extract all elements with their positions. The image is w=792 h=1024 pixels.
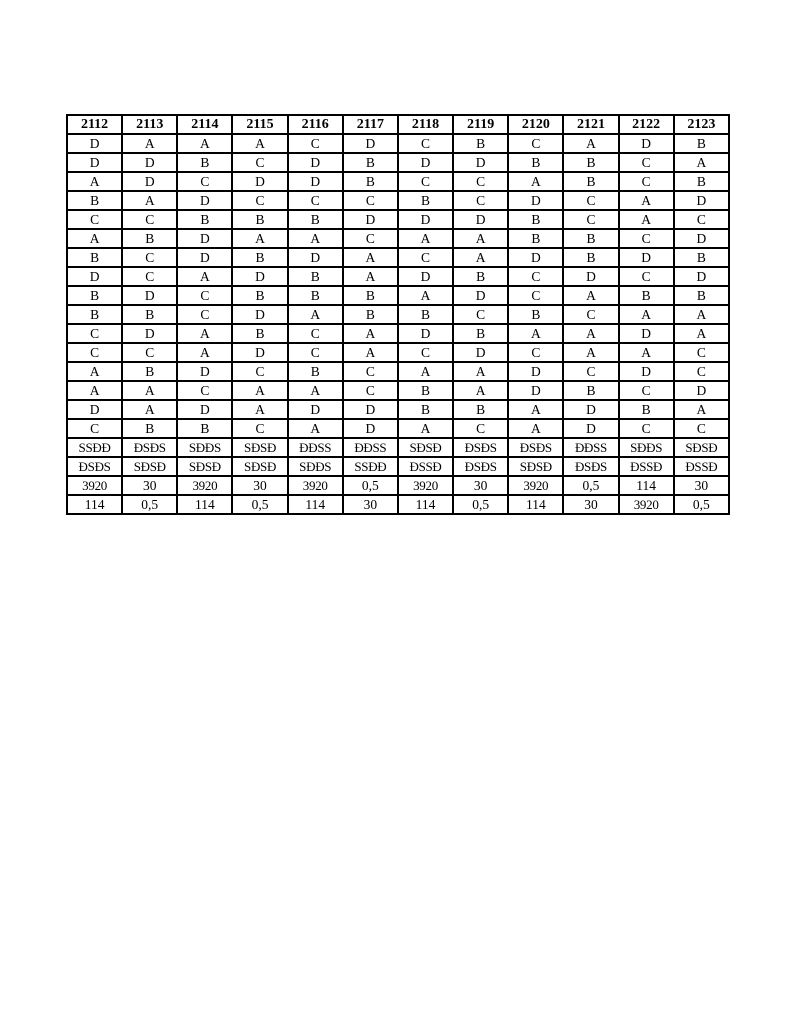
answer-cell: SSĐĐ (343, 457, 398, 476)
answer-cell: C (508, 286, 563, 305)
answer-cell: A (67, 229, 122, 248)
answer-cell: D (343, 419, 398, 438)
answer-cell: B (343, 153, 398, 172)
table-row (67, 324, 729, 343)
answer-cell: SĐĐS (288, 457, 343, 476)
answer-cell: D (343, 210, 398, 229)
answer-cell: C (232, 362, 287, 381)
answer-cell: B (563, 172, 618, 191)
header-cell: 2116 (288, 115, 343, 134)
answer-cell: D (232, 267, 287, 286)
answer-cell: 3920 (177, 476, 232, 495)
answer-cell: A (288, 419, 343, 438)
answer-cell: B (619, 286, 674, 305)
answer-cell: C (508, 343, 563, 362)
answer-cell: 0,5 (343, 476, 398, 495)
table-row (67, 134, 729, 153)
answer-cell: ĐSĐS (563, 457, 618, 476)
answer-cell: B (398, 191, 453, 210)
answer-cell: A (508, 400, 563, 419)
answer-cell: ĐĐSS (288, 438, 343, 457)
answer-cell: D (288, 400, 343, 419)
header-cell: 2114 (177, 115, 232, 134)
answer-cell: B (453, 267, 508, 286)
answer-cell: D (122, 286, 177, 305)
answer-cell: D (398, 210, 453, 229)
header-cell: 2122 (619, 115, 674, 134)
table-row (67, 438, 729, 457)
answer-cell: D (122, 172, 177, 191)
answer-cell: A (453, 362, 508, 381)
header-cell: 2112 (67, 115, 122, 134)
answer-cell: D (674, 381, 729, 400)
answer-cell: A (508, 172, 563, 191)
answer-cell: C (177, 381, 232, 400)
answer-cell: A (177, 134, 232, 153)
answer-cell: D (508, 362, 563, 381)
answer-cell: C (343, 229, 398, 248)
answer-cell: C (288, 134, 343, 153)
answer-cell: 0,5 (232, 495, 287, 514)
answer-cell: C (674, 419, 729, 438)
answer-cell: C (453, 305, 508, 324)
answer-cell: D (563, 400, 618, 419)
answer-cell: A (343, 267, 398, 286)
answer-cell: C (288, 191, 343, 210)
header-cell: 2119 (453, 115, 508, 134)
answer-cell: SĐSĐ (177, 457, 232, 476)
table-row (67, 419, 729, 438)
table-row (67, 400, 729, 419)
answer-cell: B (288, 286, 343, 305)
answer-cell: A (619, 210, 674, 229)
table-row (67, 267, 729, 286)
answer-cell: 114 (288, 495, 343, 514)
answer-cell: B (177, 419, 232, 438)
answer-cell: A (398, 419, 453, 438)
answer-cell: 114 (177, 495, 232, 514)
answer-cell: A (398, 286, 453, 305)
table-body (67, 134, 729, 514)
answer-cell: SĐSĐ (232, 457, 287, 476)
answer-cell: B (122, 229, 177, 248)
answer-cell: A (563, 286, 618, 305)
answer-cell: D (177, 362, 232, 381)
answer-cell: C (453, 172, 508, 191)
answer-cell: B (563, 229, 618, 248)
answer-cell: A (398, 229, 453, 248)
answer-cell: B (122, 362, 177, 381)
answer-cell: B (177, 153, 232, 172)
answer-cell: B (343, 172, 398, 191)
answer-cell: B (508, 229, 563, 248)
answer-cell: ĐSSĐ (398, 457, 453, 476)
answer-cell: D (398, 153, 453, 172)
answer-cell: C (67, 210, 122, 229)
answer-cell: C (619, 419, 674, 438)
answer-cell: C (67, 324, 122, 343)
answer-cell: A (232, 229, 287, 248)
answer-cell: 30 (453, 476, 508, 495)
answer-cell: B (232, 210, 287, 229)
answer-cell: A (508, 324, 563, 343)
answer-cell: B (398, 305, 453, 324)
answer-cell: C (343, 381, 398, 400)
answer-cell: B (453, 134, 508, 153)
header-cell: 2118 (398, 115, 453, 134)
answer-cell: D (453, 343, 508, 362)
answer-cell: 30 (563, 495, 618, 514)
answer-cell: SĐSĐ (674, 438, 729, 457)
answer-cell: C (398, 248, 453, 267)
answer-cell: B (674, 248, 729, 267)
answer-cell: A (453, 229, 508, 248)
table-row (67, 457, 729, 476)
answer-cell: C (232, 153, 287, 172)
answer-cell: B (398, 400, 453, 419)
answer-cell: B (563, 153, 618, 172)
answer-cell: B (177, 210, 232, 229)
answer-cell: 114 (398, 495, 453, 514)
answer-cell: 3920 (398, 476, 453, 495)
answer-cell: B (122, 419, 177, 438)
answer-cell: A (674, 305, 729, 324)
answer-cell: C (563, 362, 618, 381)
answer-cell: B (232, 324, 287, 343)
header-cell: 2123 (674, 115, 729, 134)
answer-cell: C (398, 134, 453, 153)
answer-cell: SSĐĐ (67, 438, 122, 457)
header-cell: 2117 (343, 115, 398, 134)
answer-cell: A (177, 267, 232, 286)
answer-cell: D (508, 248, 563, 267)
answer-cell: A (563, 134, 618, 153)
answer-cell: A (288, 229, 343, 248)
answer-cell: 30 (122, 476, 177, 495)
answer-cell: D (619, 324, 674, 343)
answer-cell: ĐSĐS (453, 438, 508, 457)
answer-cell: C (343, 191, 398, 210)
answer-cell: A (232, 400, 287, 419)
answer-cell: A (122, 191, 177, 210)
answer-cell: A (343, 324, 398, 343)
answer-cell: A (619, 343, 674, 362)
answer-cell: A (343, 343, 398, 362)
answer-cell: C (232, 191, 287, 210)
answer-cell: SĐSĐ (122, 457, 177, 476)
answer-cell: C (619, 381, 674, 400)
answer-cell: B (288, 362, 343, 381)
answer-cell: C (619, 267, 674, 286)
answer-cell: C (508, 134, 563, 153)
answer-cell: C (398, 172, 453, 191)
answer-cell: C (232, 419, 287, 438)
answer-cell: B (343, 305, 398, 324)
table-header (67, 115, 729, 134)
answer-cell: ĐSĐS (508, 438, 563, 457)
answer-cell: 3920 (288, 476, 343, 495)
answer-cell: C (122, 248, 177, 267)
answer-key-table (66, 114, 730, 515)
answer-cell: D (619, 134, 674, 153)
answer-cell: 3920 (508, 476, 563, 495)
answer-cell: C (563, 191, 618, 210)
answer-cell: D (619, 362, 674, 381)
answer-cell: B (288, 210, 343, 229)
answer-cell: D (508, 191, 563, 210)
table-row (67, 343, 729, 362)
answer-cell: D (177, 229, 232, 248)
table-row (67, 191, 729, 210)
answer-cell: B (232, 248, 287, 267)
answer-cell: C (122, 210, 177, 229)
answer-cell: B (67, 191, 122, 210)
answer-cell: B (674, 172, 729, 191)
answer-cell: SĐĐS (619, 438, 674, 457)
answer-cell: ĐSĐS (122, 438, 177, 457)
answer-cell: B (288, 267, 343, 286)
answer-cell: A (67, 362, 122, 381)
answer-cell: B (508, 210, 563, 229)
answer-cell: C (563, 305, 618, 324)
answer-cell: SĐĐS (177, 438, 232, 457)
answer-cell: 114 (67, 495, 122, 514)
answer-cell: SĐSĐ (232, 438, 287, 457)
answer-cell: B (398, 381, 453, 400)
answer-cell: A (619, 305, 674, 324)
answer-cell: D (398, 267, 453, 286)
answer-cell: D (453, 210, 508, 229)
answer-key-table-container (66, 114, 730, 515)
answer-cell: B (453, 400, 508, 419)
answer-cell: B (674, 134, 729, 153)
answer-cell: ĐSSĐ (619, 457, 674, 476)
answer-cell: C (122, 267, 177, 286)
answer-cell: A (674, 324, 729, 343)
answer-cell: C (619, 153, 674, 172)
answer-cell: A (563, 343, 618, 362)
answer-cell: A (453, 381, 508, 400)
answer-cell: D (563, 419, 618, 438)
answer-cell: A (67, 172, 122, 191)
answer-cell: D (288, 153, 343, 172)
answer-cell: B (453, 324, 508, 343)
answer-cell: ĐĐSS (343, 438, 398, 457)
answer-cell: B (122, 305, 177, 324)
answer-cell: C (67, 343, 122, 362)
answer-cell: B (67, 305, 122, 324)
answer-cell: A (232, 134, 287, 153)
answer-cell: A (674, 153, 729, 172)
answer-cell: B (67, 248, 122, 267)
answer-cell: A (288, 305, 343, 324)
answer-cell: C (177, 172, 232, 191)
answer-cell: C (288, 324, 343, 343)
table-row (67, 476, 729, 495)
header-cell: 2120 (508, 115, 563, 134)
answer-cell: C (453, 191, 508, 210)
table-row (67, 153, 729, 172)
answer-cell: SĐSĐ (398, 438, 453, 457)
header-cell: 2113 (122, 115, 177, 134)
answer-cell: D (67, 153, 122, 172)
answer-cell: D (67, 400, 122, 419)
table-row (67, 362, 729, 381)
answer-cell: D (232, 172, 287, 191)
answer-cell: C (674, 362, 729, 381)
answer-cell: A (232, 381, 287, 400)
table-row (67, 248, 729, 267)
answer-cell: D (232, 343, 287, 362)
answer-cell: A (619, 191, 674, 210)
answer-cell: B (563, 248, 618, 267)
answer-cell: ĐSĐS (453, 457, 508, 476)
answer-cell: A (122, 134, 177, 153)
answer-cell: B (619, 400, 674, 419)
answer-cell: 114 (619, 476, 674, 495)
answer-cell: A (674, 400, 729, 419)
answer-cell: 0,5 (563, 476, 618, 495)
answer-cell: D (563, 267, 618, 286)
answer-cell: 3920 (619, 495, 674, 514)
answer-cell: A (288, 381, 343, 400)
answer-cell: 30 (674, 476, 729, 495)
answer-cell: D (619, 248, 674, 267)
answer-cell: D (67, 267, 122, 286)
answer-cell: D (398, 324, 453, 343)
answer-cell: B (563, 381, 618, 400)
answer-cell: D (453, 153, 508, 172)
answer-cell: C (674, 210, 729, 229)
answer-cell: A (177, 324, 232, 343)
answer-cell: D (177, 400, 232, 419)
answer-cell: 0,5 (674, 495, 729, 514)
answer-cell: C (619, 229, 674, 248)
answer-cell: D (122, 324, 177, 343)
answer-cell: D (674, 191, 729, 210)
answer-cell: A (563, 324, 618, 343)
answer-cell: D (67, 134, 122, 153)
answer-cell: B (674, 286, 729, 305)
answer-cell: D (508, 381, 563, 400)
answer-cell: B (232, 286, 287, 305)
answer-cell: D (122, 153, 177, 172)
answer-cell: A (67, 381, 122, 400)
answer-cell: C (177, 305, 232, 324)
answer-cell: D (343, 134, 398, 153)
answer-cell: D (674, 229, 729, 248)
answer-cell: C (563, 210, 618, 229)
answer-cell: C (619, 172, 674, 191)
table-row (67, 172, 729, 191)
answer-cell: A (508, 419, 563, 438)
answer-cell: D (177, 248, 232, 267)
table-row (67, 305, 729, 324)
answer-cell: A (122, 400, 177, 419)
answer-cell: D (453, 286, 508, 305)
answer-cell: A (122, 381, 177, 400)
answer-cell: 30 (343, 495, 398, 514)
answer-cell: D (674, 267, 729, 286)
answer-cell: 0,5 (122, 495, 177, 514)
table-row (67, 210, 729, 229)
answer-cell: ĐSSĐ (674, 457, 729, 476)
header-cell: 2115 (232, 115, 287, 134)
answer-cell: C (288, 343, 343, 362)
answer-cell: 3920 (67, 476, 122, 495)
answer-cell: B (67, 286, 122, 305)
answer-cell: C (453, 419, 508, 438)
answer-cell: 30 (232, 476, 287, 495)
answer-cell: C (674, 343, 729, 362)
answer-cell: C (67, 419, 122, 438)
answer-cell: D (343, 400, 398, 419)
answer-cell: D (288, 248, 343, 267)
answer-cell: 114 (508, 495, 563, 514)
answer-cell: D (177, 191, 232, 210)
answer-cell: B (508, 305, 563, 324)
answer-cell: ĐĐSS (563, 438, 618, 457)
answer-cell: C (508, 267, 563, 286)
answer-cell: C (343, 362, 398, 381)
table-row (67, 286, 729, 305)
answer-cell: A (398, 362, 453, 381)
answer-cell: SĐSĐ (508, 457, 563, 476)
answer-cell: C (177, 286, 232, 305)
answer-cell: B (343, 286, 398, 305)
table-row (67, 495, 729, 514)
header-row (67, 115, 729, 134)
answer-cell: 0,5 (453, 495, 508, 514)
answer-cell: B (508, 153, 563, 172)
answer-cell: A (453, 248, 508, 267)
answer-cell: A (177, 343, 232, 362)
answer-cell: C (122, 343, 177, 362)
table-row (67, 381, 729, 400)
answer-cell: D (288, 172, 343, 191)
answer-cell: C (398, 343, 453, 362)
header-cell: 2121 (563, 115, 618, 134)
answer-cell: ĐSĐS (67, 457, 122, 476)
answer-cell: A (343, 248, 398, 267)
table-row (67, 229, 729, 248)
answer-cell: D (232, 305, 287, 324)
